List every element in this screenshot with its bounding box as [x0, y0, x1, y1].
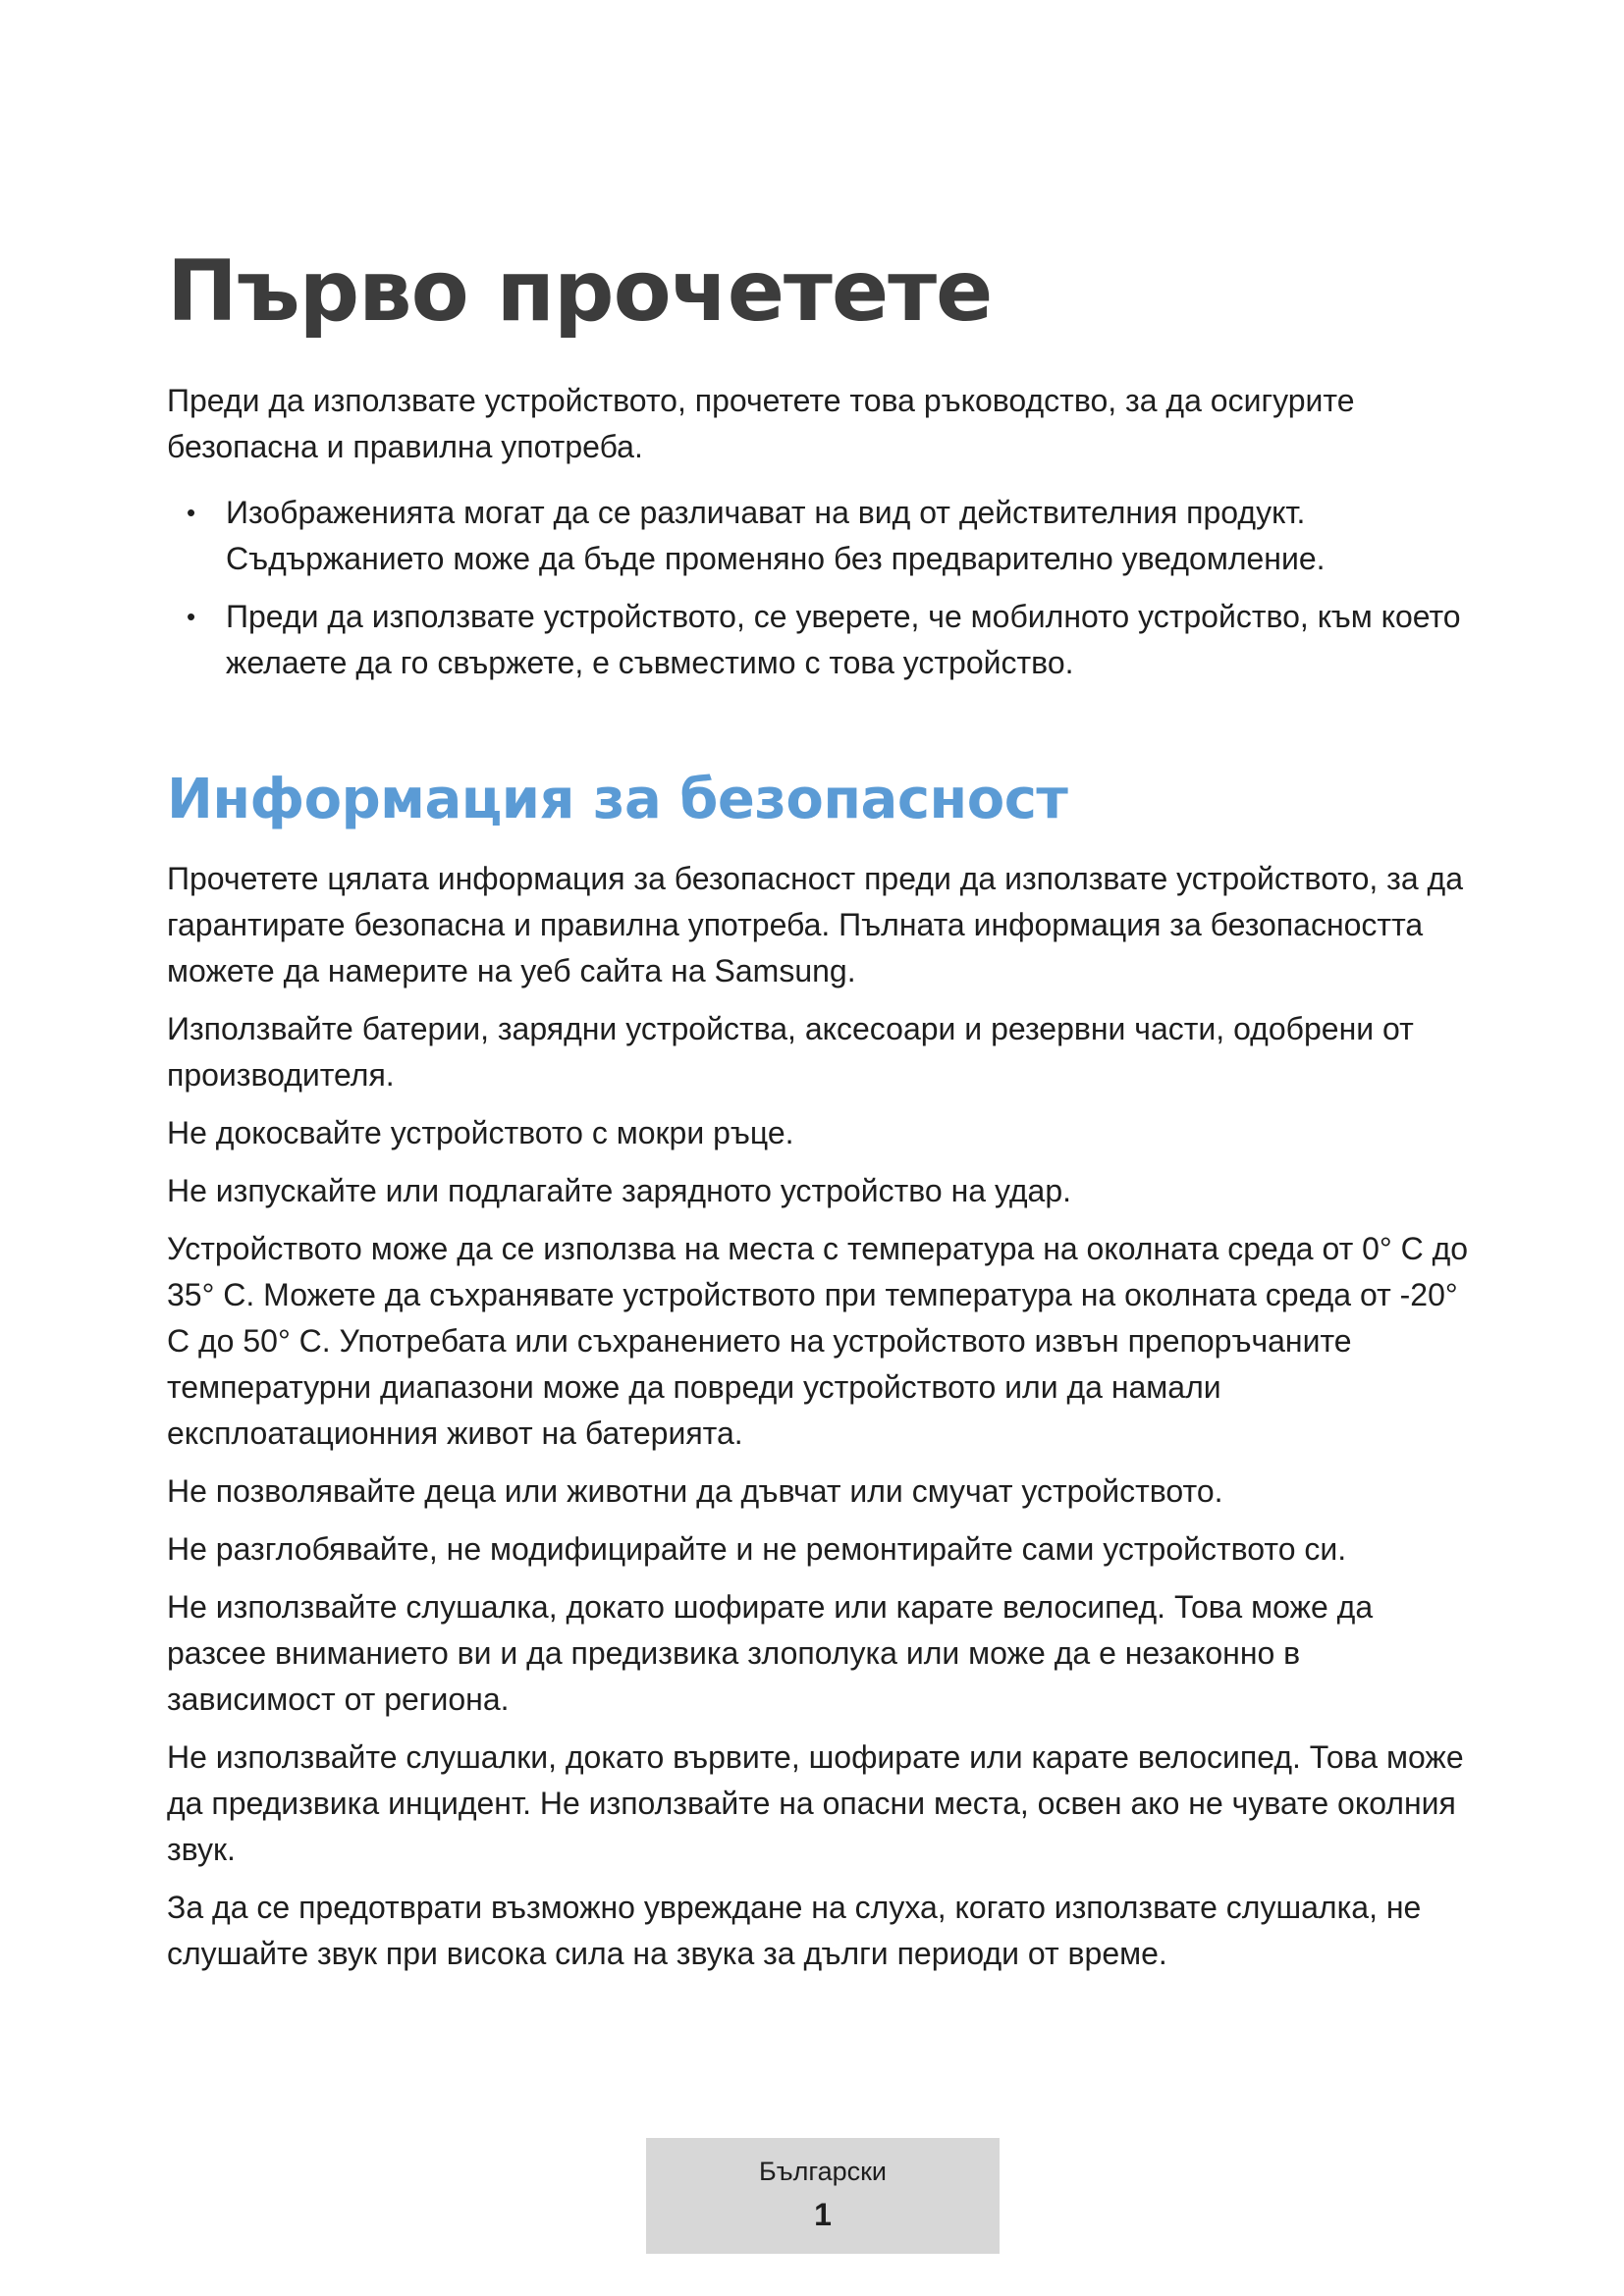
safety-paragraph: Не използвайте слушалка, докато шофирате или карате велосипед. Това може да разсее вниманието ви и да предизвика злополука или може да е незаконно в зависимост от региона.	[167, 1588, 1374, 1717]
safety-paragraph: Не докосвайте устройството с мокри ръце.	[167, 1114, 794, 1150]
list-item	[167, 594, 1473, 686]
bullet-icon: •	[187, 497, 196, 527]
footer-language: Български	[758, 2157, 888, 2186]
safety-paragraph: Не използвайте слушалки, докато вървите, шофирате или карате велосипед. Това може да предизвика инцидент. Не използвайте на опасни места, освен ако не чувате околния звук.	[167, 1738, 1464, 1867]
bullet-icon: •	[187, 601, 196, 631]
safety-paragraph: Не позволявайте деца или животни да дъвчат или смучат устройството.	[167, 1472, 1223, 1509]
safety-paragraph: Не разглобявайте, не модифицирайте и не ремонтирайте сами устройството си.	[167, 1530, 1347, 1567]
page-title: Първо прочетете	[167, 242, 993, 341]
safety-heading: Информация за безопасност	[167, 767, 1068, 831]
page-number: 1	[814, 2197, 832, 2232]
list-item-text: Преди да използвате устройството, се уверете, че мобилното устройство, към което желаете да го свържете, е съвместимо с това устройство.	[226, 598, 1461, 680]
safety-paragraph: За да се предотврати възможно увреждане на слуха, когато използвате слушалка, не слушайте звук при висока сила на звука за дълги периоди от време.	[167, 1889, 1422, 1971]
safety-paragraph: Устройството може да се използва на места с температура на околната среда от 0° C до 35° C. Можете да съхранявате устройството при температура на околната среда от -20° C до 50° C. Употребата или съхранението на устройството извън препоръчаните температурни диапазони може да повреди устройството или да намали експлоатационния живот на батерията.	[167, 1230, 1469, 1451]
notice-list	[167, 490, 1473, 686]
page-content	[167, 242, 1473, 1989]
intro-paragraph: Преди да използвате устройството, прочетете това ръководство, за да осигурите безопасна и правилна употреба.	[167, 382, 1355, 464]
safety-paragraph: Прочетете цялата информация за безопасност преди да използвате устройството, за да гарантирате безопасна и правилна употреба. Пълната информация за безопасността можете да намерите на уеб сайта на Samsung.	[167, 860, 1463, 988]
safety-paragraph: Не изпускайте или подлагайте зарядното устройство на удар.	[167, 1172, 1072, 1208]
safety-paragraph: Използвайте батерии, зарядни устройства, аксесоари и резервни части, одобрени от производителя.	[167, 1010, 1414, 1093]
list-item-text: Изображенията могат да се различават на вид от действителния продукт. Съдържанието може да бъде променяно без предварително уведомление.	[226, 494, 1326, 576]
page-footer	[646, 2138, 1000, 2254]
list-item	[167, 490, 1473, 582]
